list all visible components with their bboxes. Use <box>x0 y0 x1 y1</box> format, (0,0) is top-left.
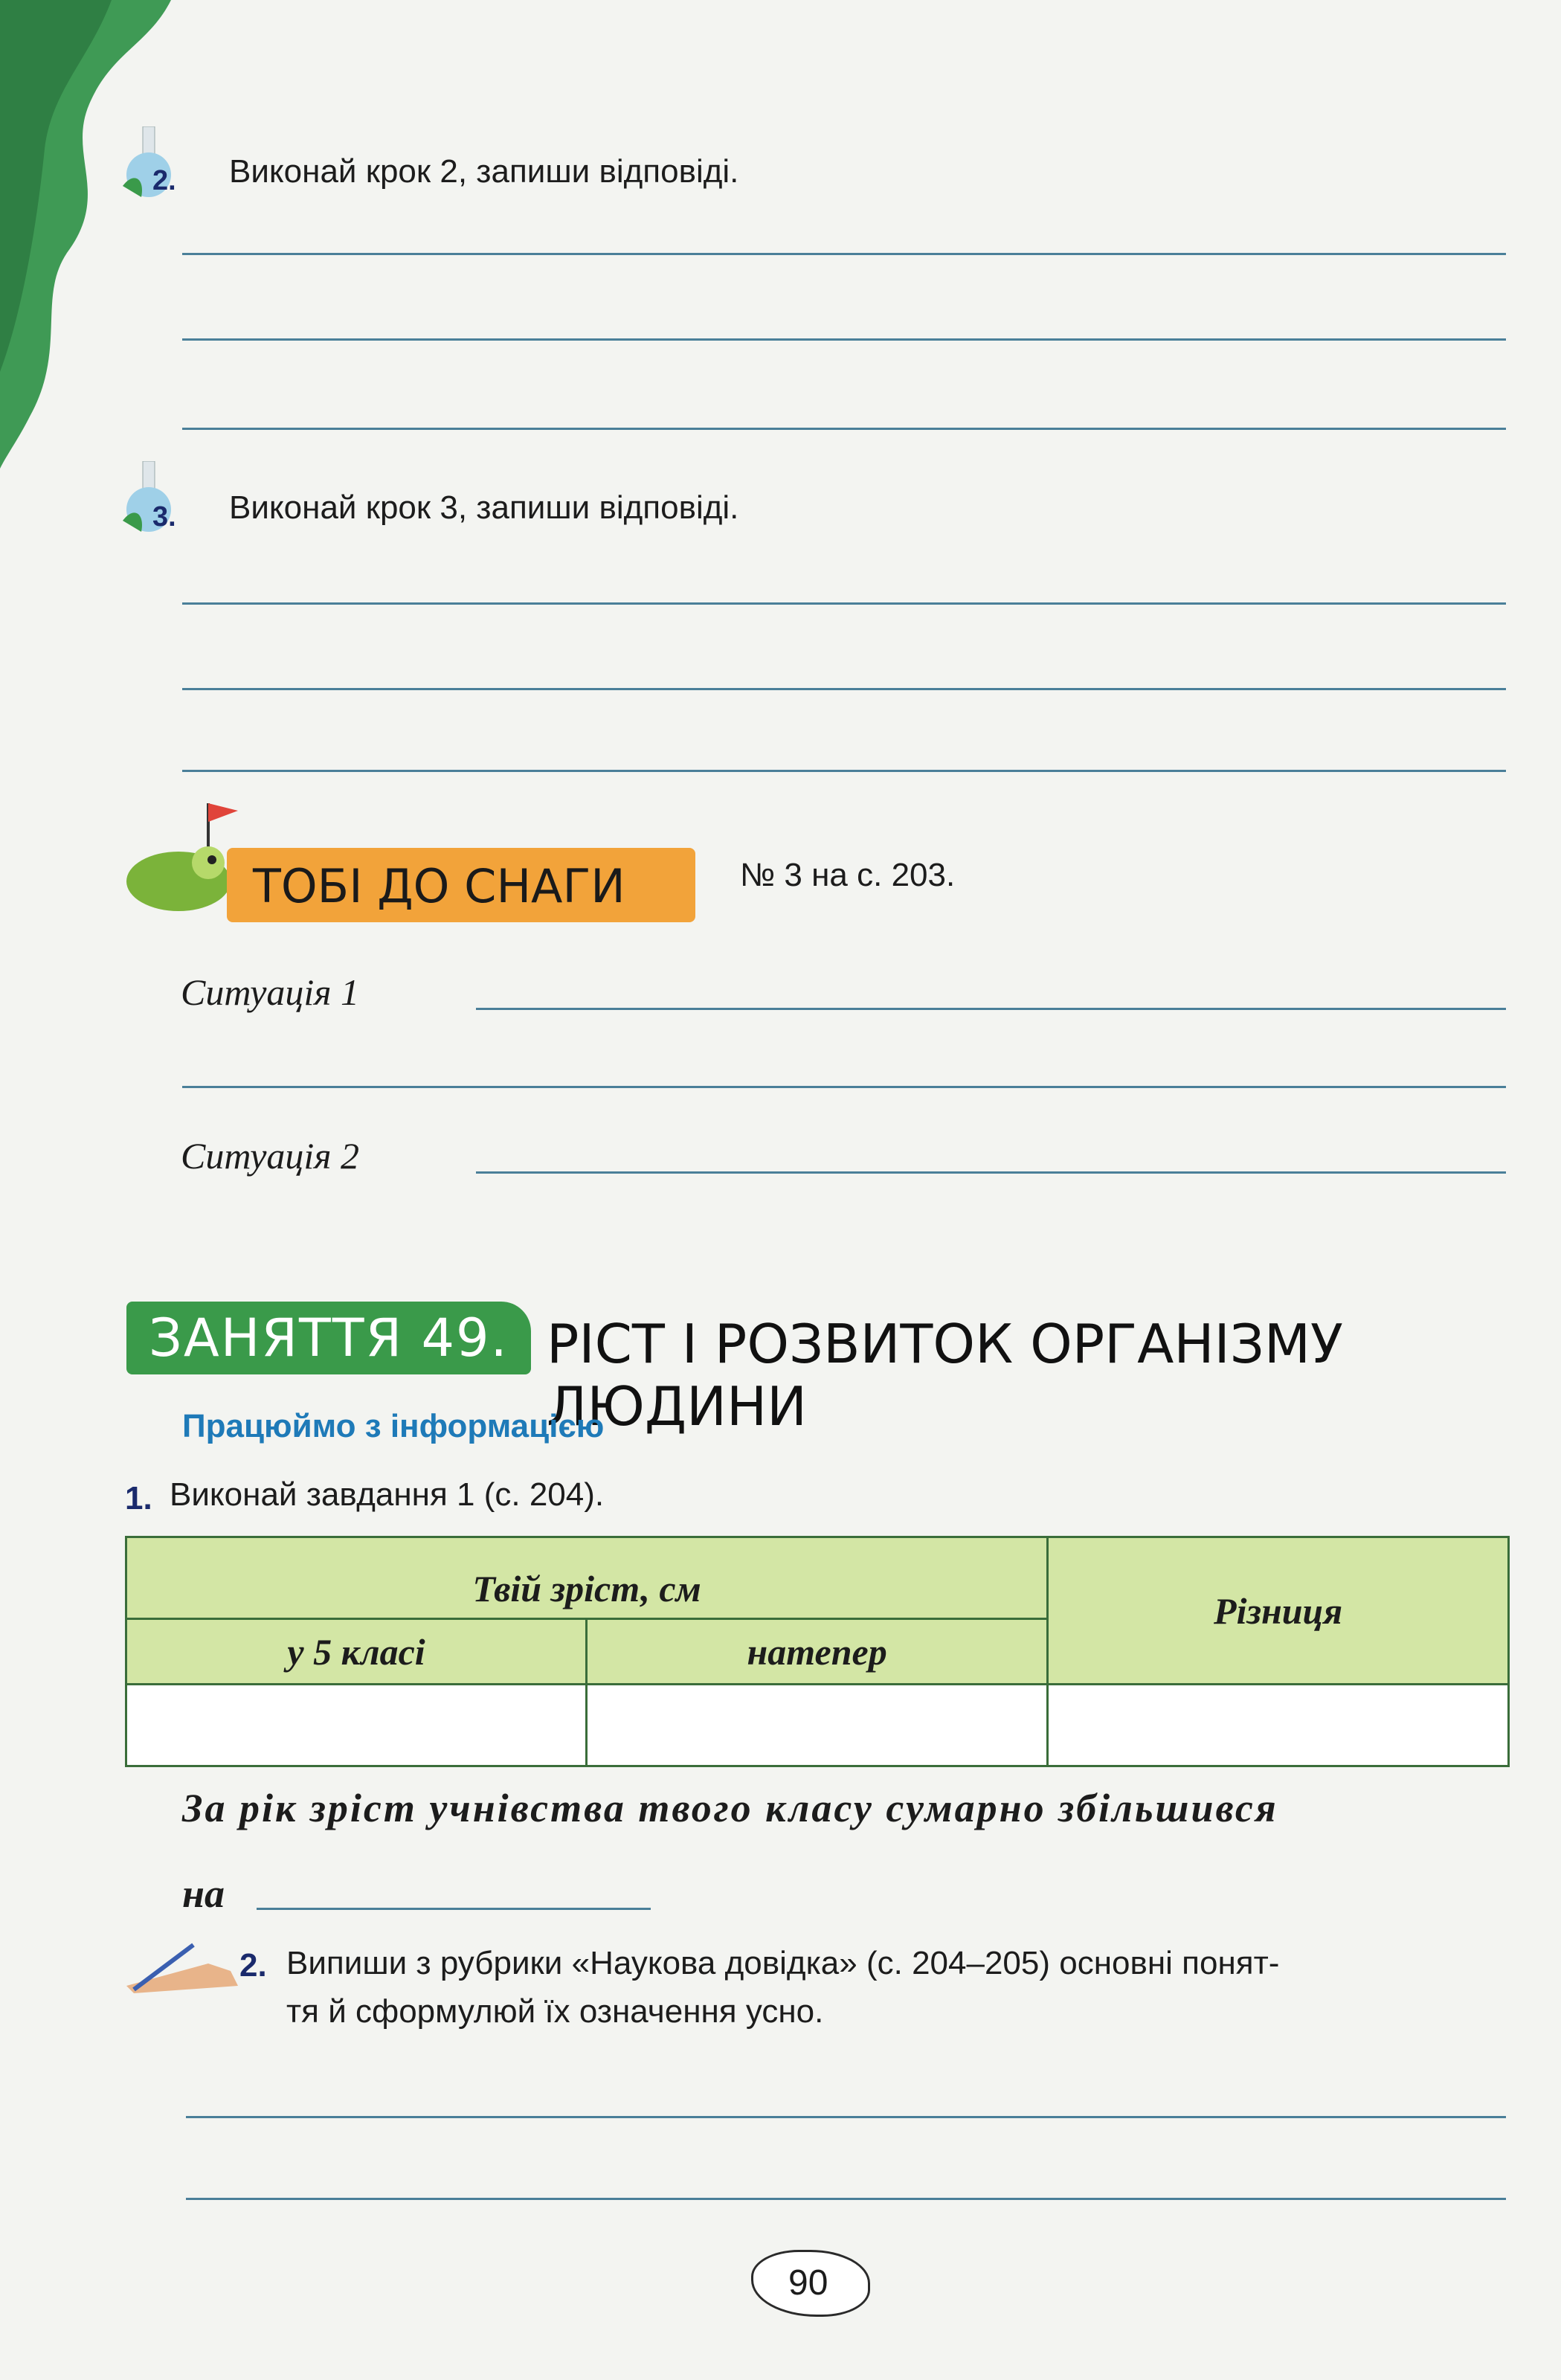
pencil-hand-icon <box>119 1941 245 2001</box>
task-2-number: 2. <box>152 165 176 196</box>
cell-now[interactable] <box>587 1685 1048 1766</box>
section-heading: Працюймо з інформацією <box>182 1408 605 1444</box>
bonus-reference: № 3 на с. 203. <box>740 857 956 893</box>
answer-line[interactable] <box>182 688 1506 690</box>
answer-line[interactable] <box>476 1171 1506 1174</box>
task-1-number: 1. <box>125 1480 152 1517</box>
answer-line[interactable] <box>186 2116 1506 2118</box>
answer-line[interactable] <box>182 770 1506 772</box>
answer-line[interactable] <box>257 1908 651 1910</box>
answer-line[interactable] <box>182 602 1506 605</box>
answer-line[interactable] <box>476 1008 1506 1010</box>
answer-line[interactable] <box>182 428 1506 430</box>
task-3-number: 3. <box>152 501 176 533</box>
situation-1-label: Ситуація 1 <box>181 971 360 1013</box>
answer-line[interactable] <box>182 1086 1506 1088</box>
task-3-text: Виконай крок 3, запиши відповіді. <box>229 489 739 526</box>
height-header: Твій зріст, см <box>126 1537 1048 1619</box>
cell-5class[interactable] <box>126 1685 587 1766</box>
page-number: 90 <box>788 2263 828 2303</box>
lesson-title: РІСТ І РОЗВИТОК ОРГАНІЗМУ ЛЮДИНИ <box>547 1313 1343 1438</box>
col-now-header: натепер <box>587 1619 1048 1685</box>
task-1-text: Виконай завдання 1 (с. 204). <box>170 1476 605 1513</box>
answer-line[interactable] <box>182 338 1506 341</box>
cell-difference[interactable] <box>1048 1685 1509 1766</box>
bonus-label-text: ТОБІ ДО СНАГИ <box>253 859 625 913</box>
task-2-text: Виконай крок 2, запиши відповіді. <box>229 153 739 190</box>
growth-on-label: на <box>182 1871 225 1916</box>
answer-line[interactable] <box>182 253 1506 255</box>
growth-sentence: За рік зріст учнівства твого класу сумарно збільшився <box>182 1786 1278 1830</box>
task-2-lesson-text: Випиши з рубрики «Наукова довідка» (с. 204–205) основні понят- <box>286 1945 1280 1981</box>
difference-header: Різниця <box>1048 1537 1509 1685</box>
col-5class-header: у 5 класі <box>126 1619 587 1685</box>
task-2-lesson-text-cont: тя й сформулюй їх означення усно. <box>286 1993 824 2030</box>
leaf-decoration <box>0 0 193 476</box>
answer-line[interactable] <box>186 2198 1506 2200</box>
task-2-lesson-number: 2. <box>239 1947 267 1984</box>
situation-2-label: Ситуація 2 <box>181 1135 360 1177</box>
height-table <box>125 1536 1510 1767</box>
lesson-badge: ЗАНЯТТЯ 49. <box>126 1302 531 1374</box>
